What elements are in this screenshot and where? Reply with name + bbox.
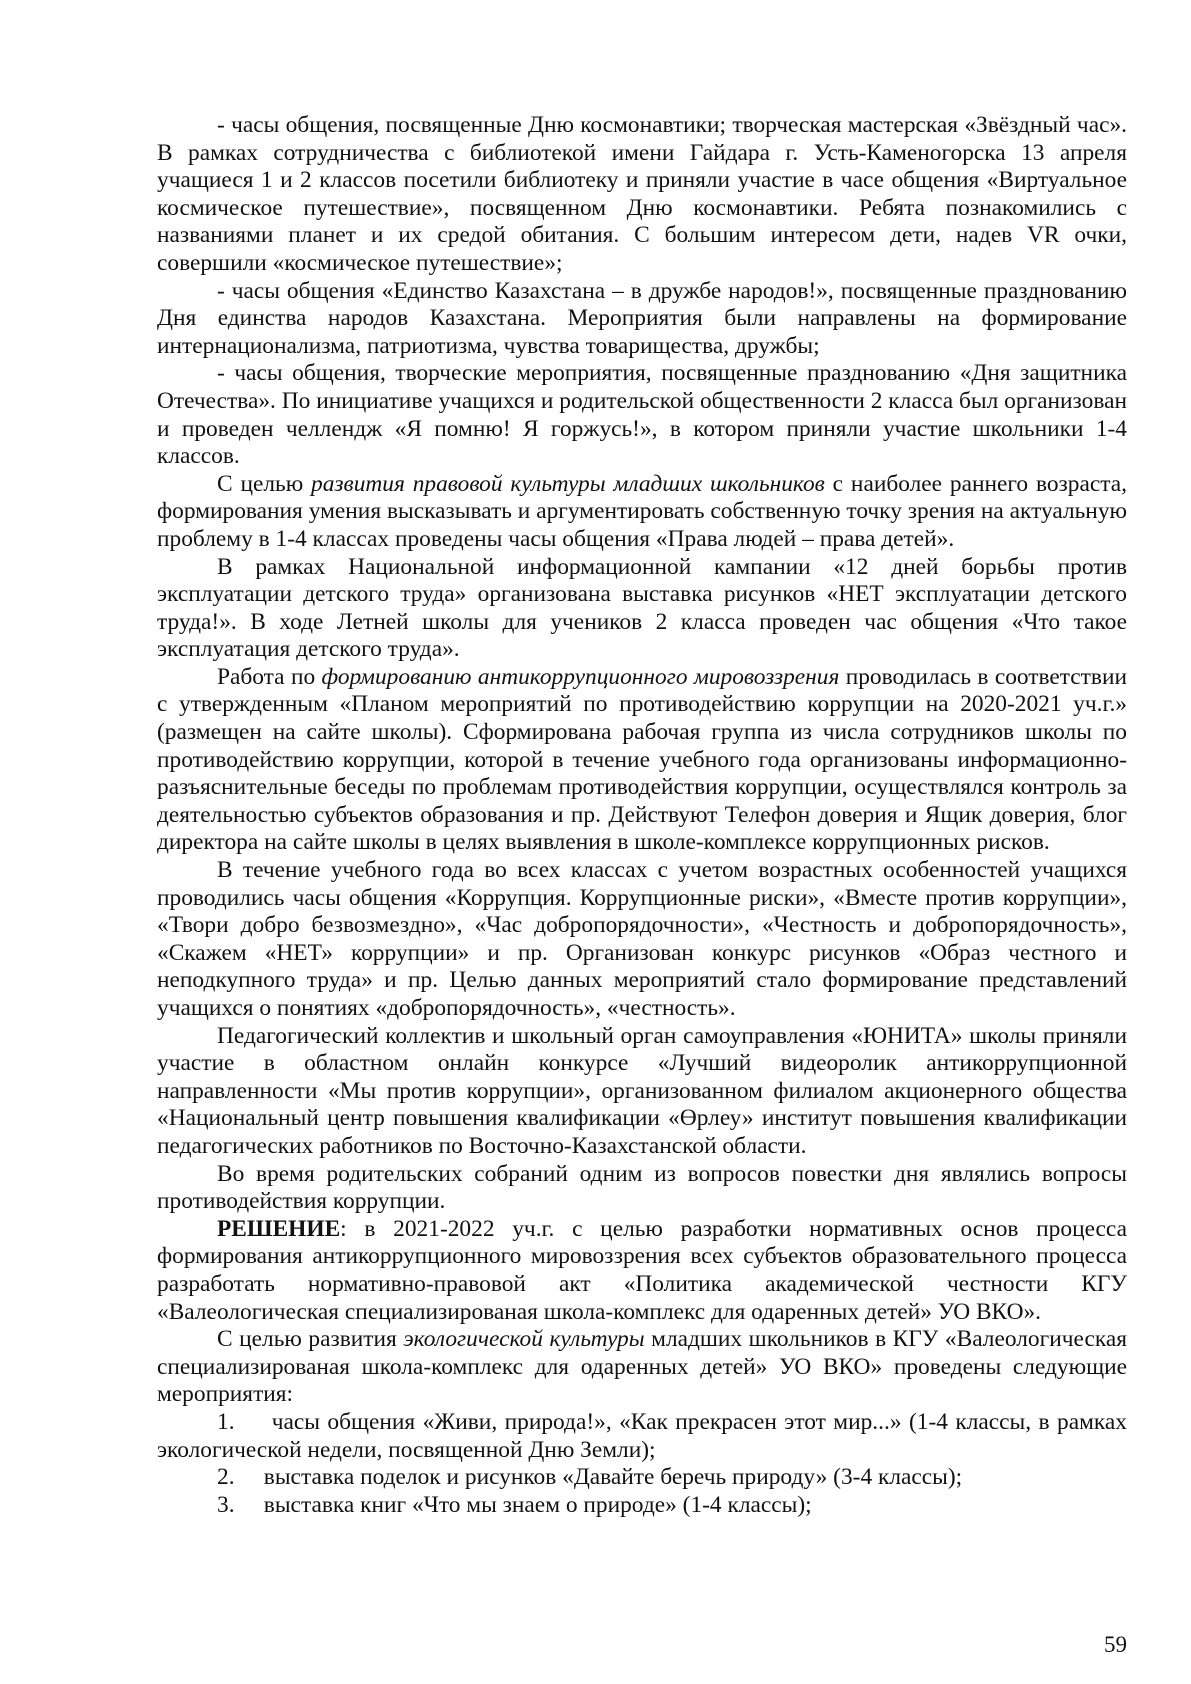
list-text: часы общения «Живи, природа!», «Как прекрасен этот мир...» (1-4 классы, в рамках экологической недели, посвященной Дню Земли); [157,1408,1127,1463]
text-run: с наиболее раннего возраста, формирования умения высказывать и аргументировать собственную точку зрения на актуальную проблему в 1-4 классах проведены часы общения «Права людей – права детей». [157,470,1127,552]
emphasis-text: экологической культуры [403,1326,645,1353]
list-item [157,1492,1127,1520]
page-number: 59 [1104,1632,1127,1657]
paragraph: - часы общения, посвященные Дню космонавтики; творческая мастерская «Звёздный час». В рамках сотрудничества с библиотекой имени Гайдара г. Усть-Каменогорска 13 апреля учащиеся 1 и 2 классов посетили библиотеку и приняли участие в часе общения «Виртуальное космическое путешествие», посвященном Дню космонавтики. Ребята познакомились с названиями планет и их средой обитания. С большим интересом дети, надев VR очки, совершили «космическое путешествие»; [157,112,1127,276]
text-run: Работа по [217,663,322,690]
text-run: проводилась в соответствии с утвержденным «Планом мероприятий по противодействию коррупции на 2020-2021 уч.г.» (размещен на сайте школы). Сформирована рабочая группа из числа сотрудников школы по противодействию коррупции, которой в течение учебного года организованы информационно-разъяснительные беседы по проблемам противодействия коррупции, осуществлялся контроль за деятельностью субъектов образования и пр. Действуют Телефон доверия и Ящик доверия, блог директора на сайте школы в целях выявления в школе-комплексе коррупционных рисков. [157,663,1127,856]
paragraph [157,471,1127,554]
list-item [157,1464,1127,1492]
text-run: : в 2021-2022 уч.г. с целью разработки нормативных основ процесса формирования антикоррупционного мировоззрения всех субъектов образовательного процесса разработать нормативно-правовой акт «Политика академической честности КГУ «Валеологическая специализированая школа-комплекс для одаренных детей» УО ВКО». [157,1215,1127,1325]
paragraph: - часы общения, творческие мероприятия, посвященные празднованию «Дня защитника Отечества». По инициативе учащихся и родительской общественности 2 класса был организован и проведен челлендж «Я помню! Я горжусь!», в котором приняли участие школьники 1-4 классов. [157,360,1127,470]
list-text: выставка поделок и рисунков «Давайте беречь природу» (3-4 классы); [263,1464,963,1491]
paragraph: Во время родительских собраний одним из вопросов повестки дня являлись вопросы противодействия коррупции. [157,1160,1127,1215]
paragraph: - часы общения «Единство Казахстана – в дружбе народов!», посвященные празднованию Дня единства народов Казахстана. Мероприятия были направлены на формирование интернационализма, патриотизма, чувства товарищества, дружбы; [157,277,1127,359]
paragraph: В течение учебного года во всех классах с учетом возрастных особенностей учащихся проводились часы общения «Коррупция. Коррупционные риски», «Вместе против коррупции», «Твори добро безвозмездно», «Час добропорядочности», «Честность и добропорядочность», «Скажем «НЕТ» коррупции» и пр. Организован конкурс рисунков «Образ честного и неподкупного труда» и пр. Целью данных мероприятий стало формирование представлений учащихся о понятиях «добропорядочность», «честность». [157,857,1127,1021]
list-number: 1. [217,1408,235,1435]
list-number: 3. [217,1491,235,1518]
paragraph: В рамках Национальной информационной кампании «12 дней борьбы против эксплуатации детского труда» организована выставка рисунков «НЕТ эксплуатации детского труда!». В ходе Летней школы для учеников 2 класса проведен час общения «Что такое эксплуатация детского труда». [157,553,1127,663]
paragraph [157,1216,1127,1326]
text-run: младших школьников в КГУ «Валеологическая специализированая школа-комплекс для одаренных детей» УО ВКО» проведены следующие мероприятия: [157,1326,1127,1408]
text-run: С целью развития [217,1326,404,1353]
list-number: 2. [217,1464,235,1491]
decision-label: РЕШЕНИЕ [217,1215,341,1242]
paragraph: Педагогический коллектив и школьный орган самоуправления «ЮНИТА» школы приняли участие в областном онлайн конкурсе «Лучший видеоролик антикоррупционной направленности «Мы против коррупции», организованном филиалом акционерного общества «Национальный центр повышения квалификации «Өрлеу» институт повышения квалификации педагогических работников по Восточно-Казахстанской области. [157,1022,1127,1159]
paragraph [157,1326,1127,1409]
list-item [157,1409,1127,1464]
text-run: С целью [217,470,312,497]
emphasis-text: формированию антикоррупционного мировоззрения [321,663,840,690]
emphasis-text: развития правовой культуры младших школьников [311,470,825,497]
list-text: выставка книг «Что мы знаем о природе» (1-4 классы); [263,1491,812,1518]
paragraph [157,664,1127,857]
document-body [157,112,1127,1519]
